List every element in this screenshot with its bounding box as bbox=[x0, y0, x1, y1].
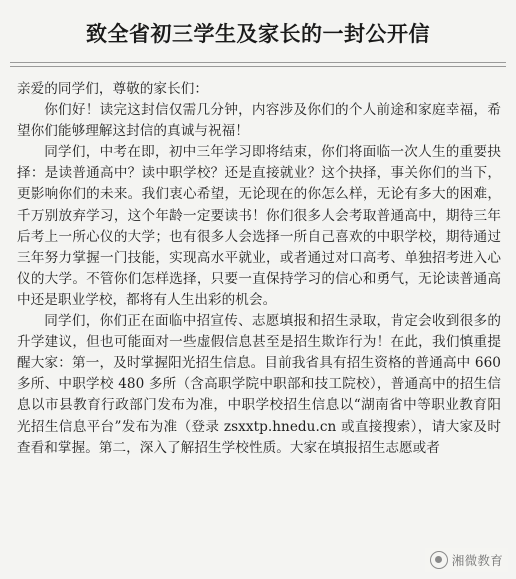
watermark-label: 湘微教育 bbox=[451, 553, 503, 568]
body-paragraph: 同学们，你们正在面临中招宣传、志愿填报和招生录取，肯定会收到很多的升学建议，但也可能面对一些虚假信息甚至是招生欺诈行为！在此，我们慎重提醒大家：第一，及时掌握阳光招生信息。目前我省具有招生资格的普通高中 660 多所、中职学校 480 多所（含高职学院中职部和技工院校），普通高中的招生信息以市县教育行政部门发布为准，中职学校招生信息以“湖南省中等职业教育阳光招生信息平台”发布为准（登录 zsxxtp.hnedu.cn 或直接搜索），请大家及时查看和掌握。第二，深入了解招生学校性质。大家在填报招生志愿或者 bbox=[17, 313, 501, 456]
salutation: 亲爱的同学们，尊敬的家长们： bbox=[17, 81, 209, 97]
title-divider-bottom bbox=[10, 66, 506, 67]
letter-title: 致全省初三学生及家长的一封公开信 bbox=[86, 21, 430, 46]
source-watermark bbox=[425, 548, 508, 572]
wechat-channel-icon bbox=[430, 551, 448, 569]
letter-body bbox=[17, 79, 501, 459]
body-paragraph: 同学们，中考在即，初中三年学习即将结束，你们将面临一次人生的重要抉择：是读普通高中？读中职学校？还是直接就业？这个抉择，事关你们的当下，更影响你们的未来。我们衷心希望，无论现在的你怎么样，无论有多大的困难，千万别放弃学习，这个年龄一定要读书！你们很多人会考取普通高中，期待三年后考上一所心仪的大学；也有很多人会选择一所自己喜欢的中职学校，期待通过三年努力掌握一门技能，实现高水平就业，或者通过对口高考、单独招考进入心仪的大学。不管你们怎样选择，只要一直保持学习的信心和勇气，无论读普通高中还是职业学校，都将有人生出彩的机会。 bbox=[17, 144, 501, 308]
title-divider-top bbox=[10, 62, 506, 63]
body-paragraph: 你们好！读完这封信仅需几分钟，内容涉及你们的个人前途和家庭幸福，希望你们能够理解这封信的真诚与祝福！ bbox=[17, 102, 501, 140]
